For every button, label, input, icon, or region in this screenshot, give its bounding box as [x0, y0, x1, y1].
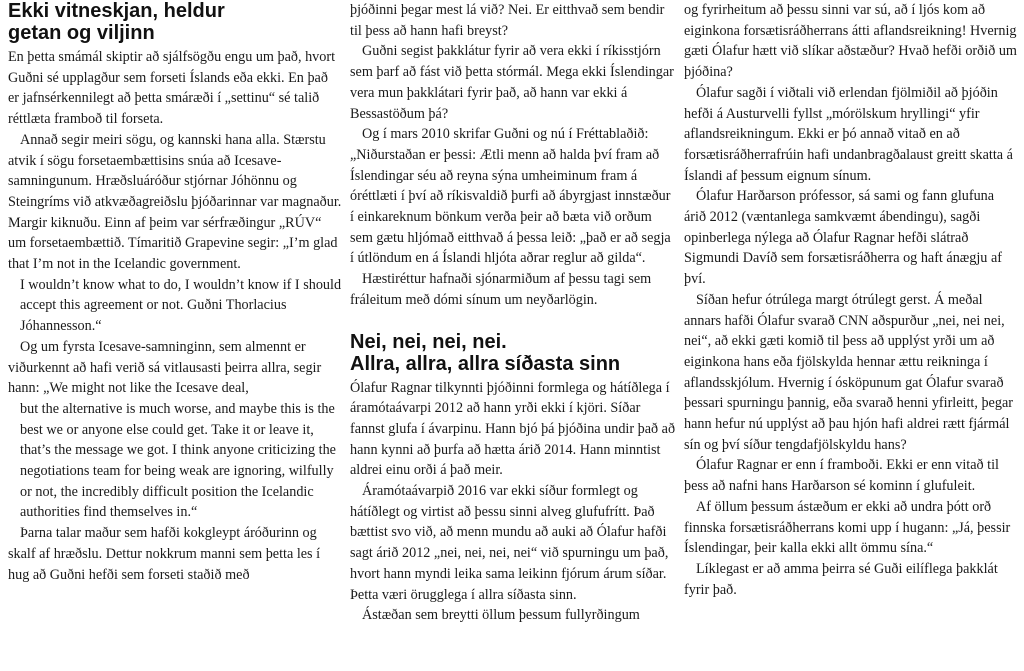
- paragraph: En þetta smámál skiptir að sjálfsögðu engu um það, hvort Guðni sé upplagður sem forseti Íslands eða ekki. En það er jafnsérkennilegt að þetta smáræði í „settinu“ sé talið réttlæta framboð til forseta.: [8, 49, 336, 128]
- article-column-3: [684, 0, 1018, 671]
- quote-text: but the alternative is much worse, and maybe this is the best we or anyone else could get. Take it or leave it, that’s the message we got. I think anyone criticizing the negotiations team for being weak are ignoring, wilfully or not, the incredibly difficult position the Icelandic authorities find themselves in.“: [20, 400, 336, 521]
- section-heading-2-line-1: Nei, nei, nei, nei.: [350, 330, 507, 353]
- paragraph: þjóðinni þegar mest lá við? Nei. Er eitthvað sem bendir til þess að hann hafi breyst?: [350, 2, 665, 39]
- paragraph: Af öllum þessum ástæðum er ekki að undra þótt orð finnska forsætisráðherrans komi upp í hugann: „Já, þessir Íslendingar, þeir kalla ekki allt ömmu sína.“: [684, 498, 1011, 557]
- article-column-1: [8, 0, 342, 671]
- paragraph: og fyrirheitum að þessu sinni var sú, að í ljós kom að eiginkona forsætisráðherrans átti aflandsreikning! Hvernig gæti Ólafur hætt við slíkar aðstæður? Hvað hefði orðið um þjóðina?: [684, 2, 1017, 81]
- paragraph: Þarna talar maður sem hafði kokgleypt áróðurinn og skalf af hræðslu. Dettur nokkrum manni sem þetta les í hug að Guðni hefði sem forseti staðið með: [8, 525, 321, 583]
- section-heading-2: [350, 331, 676, 375]
- paragraph: Síðan hefur ótrúlega margt ótrúlegt gerst. Á meðal annars hafði Ólafur svarað CNN aðspurður „nei, nei nei, nei“, að ekki gæti komið til þess að upplýst yrði um að eiginkona hans eða fjölskylda hennar ættu reikninga í aflandsskjólum. Hvernig í ósköpunum gat Ólafur svarað þessari spurningu þannig, eða svarað henni yfirleitt, þegar hann hefur nú upplýst að þau hjón hafi aldrei rætt fjármál sín og því síður tengdafjölskyldu hans?: [684, 291, 1013, 453]
- section-heading-1-line-1: Ekki vitneskjan, heldur: [8, 0, 225, 22]
- paragraph: Áramótaávarpið 2016 var ekki síður formlegt og hátíðlegt og virtist að þessu sinni alveg glufufrítt. Það bættist svo við, að menn mundu að auki að Ólafur hafði sagt árið 2012 „nei, nei, nei, nei“ við spurningu um það, hvort hann myndi leika sama leikinn fjórum árum síðar. Þetta væri örugglega í allra síðasta sinn.: [350, 483, 669, 603]
- paragraph: Ástæðan sem breytti öllum þessum fullyrðingum: [362, 607, 640, 624]
- paragraph: Annað segir meiri sögu, og kannski hana alla. Stærstu atvik í sögu forsetaembættisins snúa að Icesave-samningunum. Hræðsluáróður stjórnar Jóhönnu og Steingríms við atkvæðagreiðslu þjóðarinnar var magnaður. Margir kiknuðu. Einn af þeim var sérfræðingur „RÚV“ um forsetaembættið. Tímaritið Grapevine segir: „I’m glad that I’m not in the Icelandic government.: [8, 131, 342, 273]
- block-quote: [20, 275, 342, 337]
- section-heading-2-line-2: Allra, allra, allra síðasta sinn: [350, 352, 621, 375]
- quote-text: I wouldn’t know what to do, I wouldn’t know if I should accept this agreement or not. Guðni Thorlacius Jóhannesson.“: [20, 276, 342, 335]
- paragraph: Og í mars 2010 skrifar Guðni og nú í Fréttablaðið: „Niðurstaðan er þessi: Ætli menn að halda því fram að Íslendingar séu að reyna sýna umheiminum fram á óréttlæti í því að ríkisvaldið þurfi að ábyrgjast innstæður í einkareknum bönkum verða þeir að bæta við orðum sem gætu hljómað eitthvað á þessa leið: „það er að segja í útlöndum en á Íslandi hljóta aðrar reglur að gilda“.: [350, 126, 671, 267]
- paragraph: Guðni segist þakklátur fyrir að vera ekki í ríkisstjórn sem þarf að fást við þetta stórmál. Mega ekki Íslendingar vera mun þakklátari fyrir það, að hann var ekki á Bessastöðum þá?: [350, 43, 674, 122]
- paragraph: Ólafur sagði í viðtali við erlendan fjölmiðil að þjóðin hefði á Austurvelli fyllst „mórölskum hryllingi“ yfir aflandsreikningum. Ekki er þó annað vitað en að forsætisráðherrafrúin hafi undanbragðalaust greitt skatta á Íslandi af þessum eignum sínum.: [684, 84, 1013, 184]
- paragraph: Ólafur Harðarson prófessor, sá sami og fann glufuna árið 2012 (væntanlega samkvæmt ábendingu), sagði opinberlega nýlega að Ólafur Ragnar hefði slátrað Sigmundi Davíð sem forsætisráðherra og haft ánægju af því.: [684, 188, 1002, 288]
- paragraph: Hæstiréttur hafnaði sjónarmiðum af þessu tagi sem fráleitum með dómi sínum um neyðarlögin.: [350, 271, 652, 308]
- paragraph: Ólafur Ragnar er enn í framboði. Ekki er enn vitað til þess að nafni hans Harðarson sé kominn í glufuleit.: [684, 457, 999, 495]
- section-heading-1-line-2: getan og viljinn: [8, 22, 155, 44]
- block-quote: [20, 399, 342, 523]
- article-column-2: [350, 0, 676, 671]
- paragraph: Og um fyrsta Icesave-samninginn, sem almennt er viðurkennt að hafi verið sá vitlausasti þeirra allra, segir hann: „We might not like the Icesave deal,: [8, 338, 322, 397]
- paragraph: Ólafur Ragnar tilkynnti þjóðinni formlega og hátíðlega í áramótaávarpi 2012 að hann yrði ekki í kjöri. Síðar fannst glufa í ávarpinu. Hann bjó þá þjóðina undir það að hann kynni að þurfa að hætta árið 2014. Hann minntist aldrei einu orði á það meir.: [350, 379, 676, 479]
- section-heading-1: [8, 0, 342, 44]
- paragraph: Líklegast er að amma þeirra sé Guði eilíflega þakklát fyrir það.: [684, 560, 998, 598]
